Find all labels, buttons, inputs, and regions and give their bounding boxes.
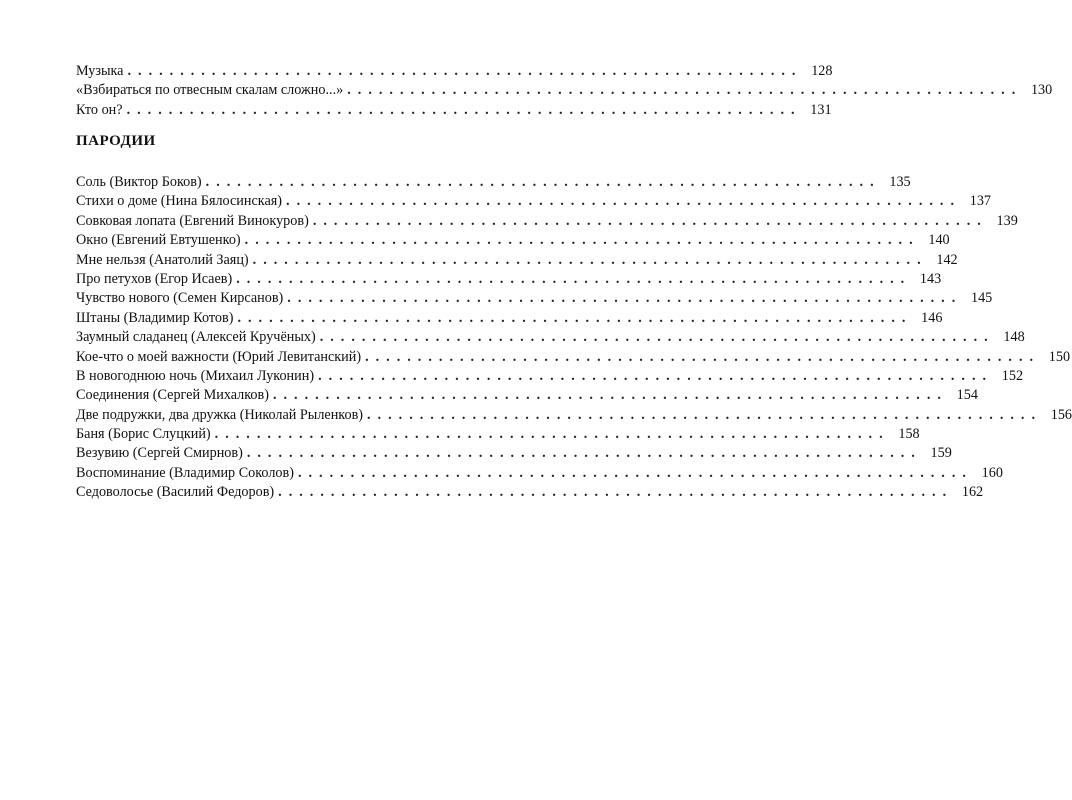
toc-entry [76, 62, 833, 81]
toc-entry-page: 160 [981, 464, 1003, 481]
dot-leader: ................................................................ [286, 193, 962, 210]
toc-entry-title: Баня (Борис Слуцкий) [76, 426, 211, 443]
toc-entry [76, 270, 942, 289]
toc-entry-page: 158 [898, 426, 920, 443]
toc-entry-page: 128 [811, 63, 833, 79]
toc-entry [76, 348, 1071, 367]
toc-entry-title: Седоволосье (Василий Федоров) [76, 484, 275, 501]
toc-entry-page: 159 [930, 445, 952, 462]
toc-entry-title: Заумный сладанец (Алексей Кручёных) [76, 329, 316, 346]
toc-entry [76, 81, 1053, 100]
toc-entry-title: Про петухов (Егор Исаев) [76, 270, 233, 287]
dot-leader: ................................................................ [244, 232, 920, 249]
toc-entry [76, 464, 1003, 483]
toc-entry [76, 231, 950, 250]
dot-leader: ................................................................ [287, 290, 963, 307]
toc-entry-title: Музыка [76, 63, 124, 79]
toc-entry [76, 406, 1072, 425]
toc-entry-page: 130 [1030, 82, 1053, 99]
toc-entry-title: Воспоминание (Владимир Соколов) [76, 464, 294, 481]
dot-leader: ................................................................ [347, 82, 1023, 99]
toc-entry-title: Совковая лопата (Евгений Винокуров) [76, 212, 309, 229]
dot-leader: ................................................................ [312, 212, 988, 229]
toc-entry-page: 143 [919, 270, 942, 287]
dot-leader: ................................................................ [246, 445, 922, 462]
toc-entry-page: 145 [970, 290, 993, 307]
toc-entry-page: 162 [961, 484, 984, 501]
toc-entry [76, 309, 943, 328]
dot-leader: ................................................................ [319, 329, 995, 346]
dot-leader: ................................................................ [318, 367, 994, 384]
dot-leader: ................................................................ [237, 309, 913, 326]
toc-entry-page: 142 [936, 251, 958, 268]
toc-entry [76, 425, 920, 444]
toc-entry-title: Кое-что о моей важности (Юрий Левитанский) [76, 348, 362, 365]
toc-entry-title: Стихи о доме (Нина Бялосинская) [76, 193, 283, 210]
toc-entry-title: Штаны (Владимир Котов) [76, 309, 234, 326]
toc-entry-page: 154 [956, 387, 978, 404]
toc-entry-page: 150 [1048, 348, 1071, 365]
toc-entry [76, 386, 978, 405]
toc-entry [76, 192, 992, 211]
toc-entry-title: Кто он? [76, 101, 123, 118]
toc-entry-title: В новогоднюю ночь (Михаил Луконин) [76, 367, 315, 384]
dot-leader: ................................................................ [297, 464, 973, 481]
toc-entry [76, 289, 993, 308]
toc-entry-title: Чувство нового (Семен Кирсанов) [76, 290, 284, 307]
toc-entry-page: 146 [921, 309, 943, 326]
toc-entry-title: «Взбираться по отвесным скалам сложно...» [76, 82, 344, 99]
toc-entry-page: 137 [969, 193, 992, 210]
toc-entry-title: Везувию (Сергей Смирнов) [76, 445, 243, 462]
toc-entry [76, 251, 958, 270]
dot-leader: ................................................................ [236, 270, 912, 287]
toc-entry-title: Соль (Виктор Боков) [76, 174, 202, 190]
toc-entry-page: 140 [928, 232, 950, 249]
toc-entry-title: Две подружки, два дружка (Николай Рыленков) [76, 406, 363, 423]
toc-entry [76, 101, 832, 120]
toc-entry [76, 212, 1018, 231]
toc-entry [76, 444, 952, 463]
toc-entry [76, 328, 1025, 347]
toc-entry-page: 131 [810, 101, 832, 118]
dot-leader: ................................................................ [205, 174, 881, 190]
toc-top-list [76, 62, 1053, 120]
toc-entry [76, 483, 984, 502]
toc-parody-list [76, 173, 1072, 503]
dot-leader: ................................................................ [127, 63, 803, 79]
toc-entry-page: 148 [1003, 329, 1025, 346]
toc-entry-page: 135 [889, 174, 911, 190]
dot-leader: ................................................................ [272, 387, 948, 404]
dot-leader: ................................................................ [367, 406, 1042, 423]
dot-leader: ................................................................ [278, 484, 954, 501]
dot-leader: ................................................................ [214, 426, 890, 443]
dot-leader: ................................................................ [365, 348, 1041, 365]
toc-entry-title: Мне нельзя (Анатолий Заяц) [76, 251, 249, 268]
dot-leader: ................................................................ [252, 251, 928, 268]
toc-entry-title: Окно (Евгений Евтушенко) [76, 232, 241, 249]
toc-entry-title: Соединения (Сергей Михалков) [76, 387, 269, 404]
toc-entry [76, 173, 911, 192]
toc-entry-page: 152 [1001, 367, 1024, 384]
toc-entry-page: 139 [996, 212, 1018, 229]
toc-entry-page: 156 [1050, 406, 1072, 423]
dot-leader: ................................................................ [126, 101, 802, 118]
section-heading: ПАРОДИИ [76, 133, 156, 149]
toc-entry [76, 367, 1024, 386]
